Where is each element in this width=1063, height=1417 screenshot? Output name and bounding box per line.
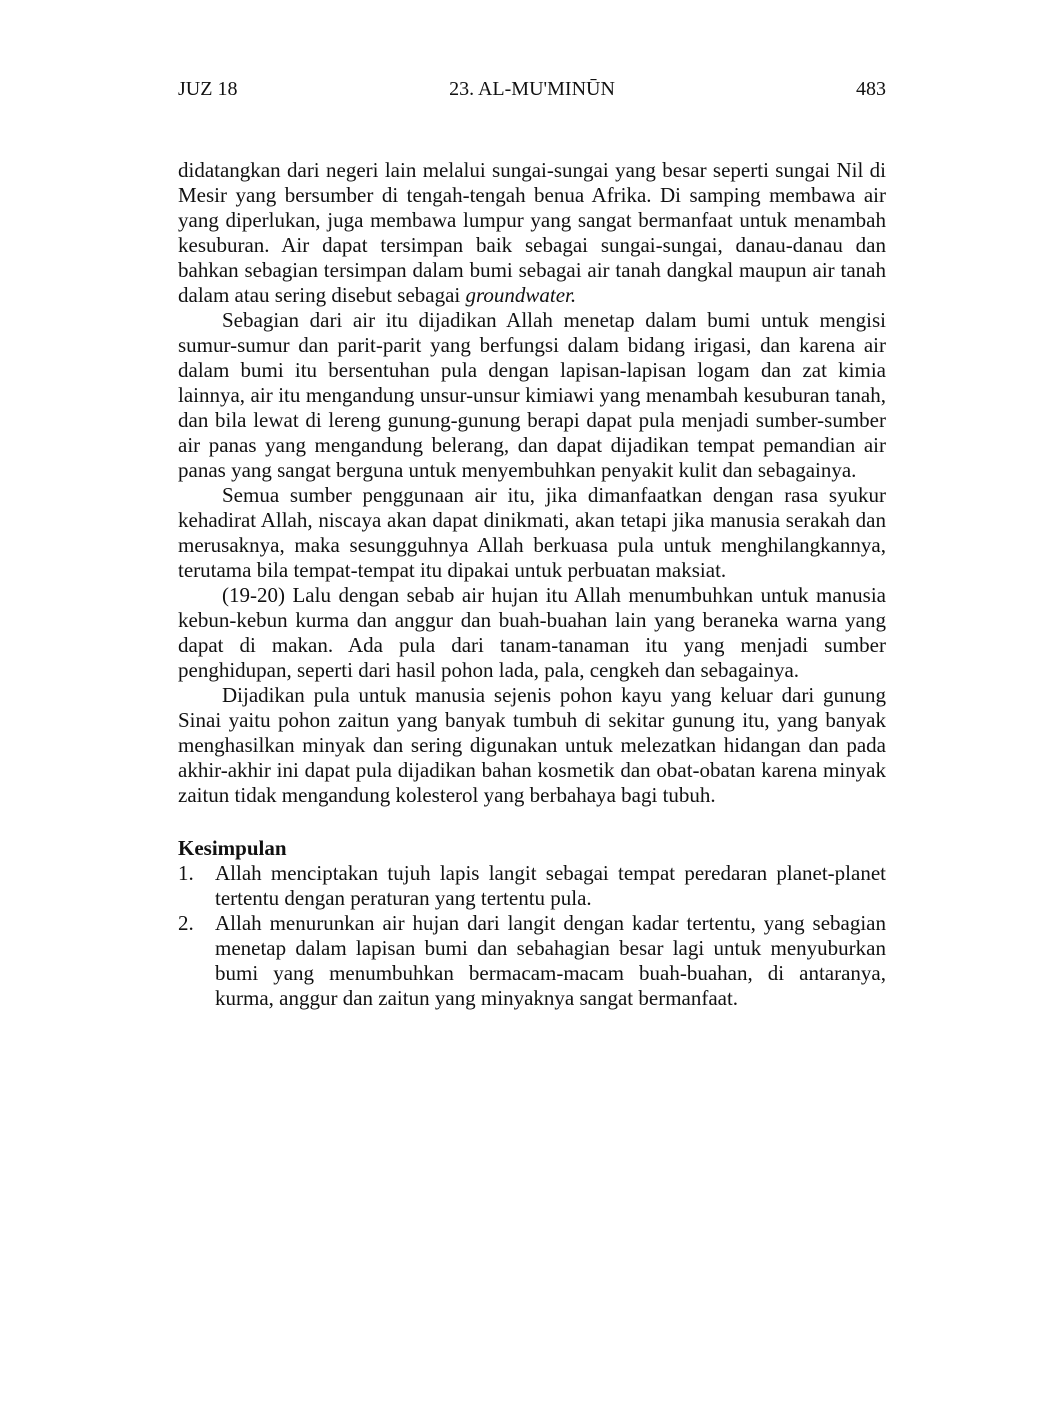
italic-term: groundwater. bbox=[465, 283, 577, 307]
list-number: 2. bbox=[178, 911, 194, 935]
juz-label: JUZ 18 bbox=[178, 78, 238, 100]
running-header bbox=[178, 74, 886, 106]
paragraph: (19-20) Lalu dengan sebab air hujan itu Allah menumbuhkan untuk manusia kebun-kebun kurma dan anggur dan buah-buahan lain yang beraneka warna yang dapat di makan. Ada pula dari tanam-tanaman itu yang menjadi sumber penghidupan, seperti dari hasil pohon lada, pala, cengkeh dan sebagainya. bbox=[178, 583, 886, 682]
paragraph: Dijadikan pula untuk manusia sejenis pohon kayu yang keluar dari gunung Sinai yaitu pohon zaitun yang banyak tumbuh di sekitar gunung itu, yang banyak menghasilkan minyak dan sering digunakan untuk melezatkan hidangan dan pada akhir-akhir ini dapat pula dijadikan bahan kosmetik dan obat-obatan karena minyak zaitun tidak mengandung kolesterol yang berbahaya bagi tubuh. bbox=[178, 683, 886, 807]
list-item-text: Allah menciptakan tujuh lapis langit sebagai tempat peredaran planet-planet tertentu dengan peraturan yang tertentu pula. bbox=[215, 861, 886, 910]
paragraph: Semua sumber penggunaan air itu, jika dimanfaatkan dengan rasa syukur kehadirat Allah, niscaya akan dapat dinikmati, akan tetapi jika manusia serakah dan merusaknya, maka sesungguhnya Allah berkuasa pula untuk menghilangkannya, terutama bila tempat-tempat itu dipakai untuk perbuatan maksiat. bbox=[178, 483, 886, 582]
list-number: 1. bbox=[178, 861, 194, 885]
paragraph-text: didatangkan dari negeri lain melalui sungai-sungai yang besar seperti sungai Nil di Mesir yang bersumber di tengah-tengah benua Afrika. Di samping membawa air yang diperlukan, juga membawa lumpur yang sangat bermanfaat untuk menambah kesuburan. Air dapat tersimpan baik sebagai sungai-sungai, danau-danau dan bahkan sebagian tersimpan dalam bumi sebagai air tanah dangkal maupun air tanah dalam atau sering disebut sebagai bbox=[178, 158, 886, 307]
paragraph-continuation bbox=[178, 158, 886, 308]
list-item bbox=[178, 911, 886, 1011]
page-number: 483 bbox=[856, 78, 886, 100]
surah-title: 23. AL-MU'MINŪN bbox=[449, 78, 615, 100]
conclusion-list bbox=[178, 861, 886, 1011]
document-page bbox=[178, 74, 886, 1011]
paragraph: Sebagian dari air itu dijadikan Allah menetap dalam bumi untuk mengisi sumur-sumur dan parit-parit yang berfungsi dalam bidang irigasi, dan karena air dalam bumi itu bersentuhan pula dengan lapisan-lapisan logam dan zat kimia lainnya, air itu mengandung unsur-unsur kimiawi yang menambah kesuburan tanah, dan bila lewat di lereng gunung-gunung berapi dapat pula menjadi sumber-sumber air panas yang mengandung belerang, dan dapat dijadikan tempat pemandian air panas yang sangat berguna untuk menyembuhkan penyakit kulit dan sebagainya. bbox=[178, 308, 886, 482]
list-item bbox=[178, 861, 886, 911]
body-text bbox=[178, 158, 886, 1011]
conclusion-heading: Kesimpulan bbox=[178, 836, 287, 860]
list-item-text: Allah menurunkan air hujan dari langit dengan kadar tertentu, yang sebagian menetap dalam lapisan bumi dan sebahagian besar lagi untuk menyuburkan bumi yang menumbuhkan bermacam-macam buah-buahan, di antaranya, kurma, anggur dan zaitun yang minyaknya sangat bermanfaat. bbox=[215, 911, 886, 1010]
